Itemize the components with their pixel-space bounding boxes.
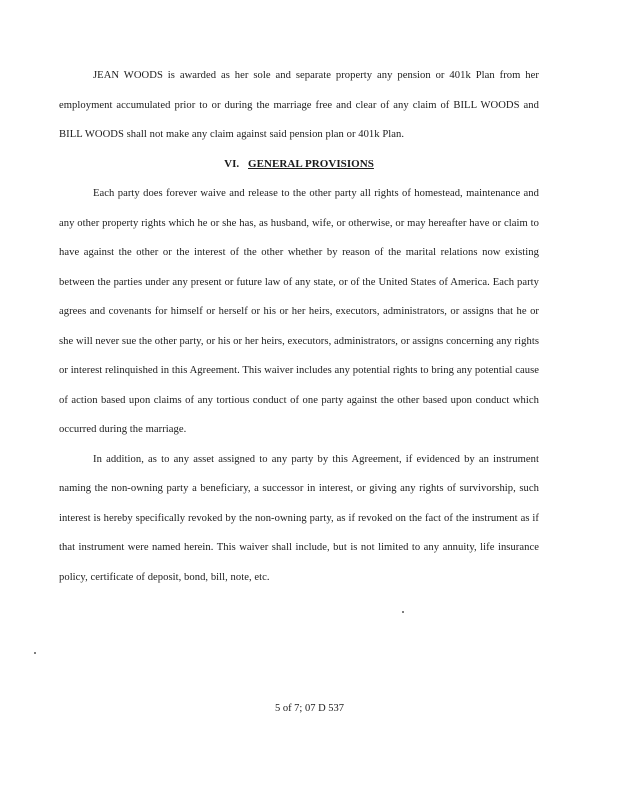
scan-speck	[402, 611, 404, 613]
waiver-paragraph: Each party does forever waive and release to the other party all rights of homestead, maintenance and any other property rights which he or she has, as husband, wife, or otherwise, or may hereafter have or claim to have against the other or the interest of the other whether by reason of the marital relations now existing between the parties under any present or future law of any state, or of the United States of America. Each party agrees and covenants for himself or herself or his or her heirs, executors, administrators, or assigns that he or she will never sue the other party, or his or her heirs, executors, administrators, or assigns concerning any rights or interest relinquished in this Agreement. This waiver includes any potential rights to bring any potential cause of action based upon claims of any tortious conduct of one party against the other based upon conduct which occurred during the marriage.	[59, 188, 539, 435]
section-number: VI.	[224, 157, 240, 170]
pension-award-paragraph: JEAN WOODS is awarded as her sole and separate property any pension or 401k Plan from her employment accumulated prior to or during the marriage free and clear of any claim of BILL WOODS and BILL WOODS shall not make any claim against said pension plan or 401k Plan.	[59, 70, 539, 140]
revocation-paragraph: In addition, as to any asset assigned to any party by this Agreement, if evidenced by an instrument naming the non-owning party a beneficiary, a successor in interest, or giving any rights of survivorship, such interest is hereby specifically revoked by the non-owning party, as if revoked on the fact of the instrument as if that instrument were named herein. This waiver shall include, but is not limited to any annuity, life insurance policy, certificate of deposit, bond, bill, note, etc.	[59, 453, 539, 583]
section-heading	[59, 150, 539, 180]
section-title: GENERAL PROVISIONS	[248, 157, 374, 170]
page-footer: 5 of 7; 07 D 537	[274, 703, 345, 714]
document-body	[59, 61, 539, 592]
scan-speck	[34, 652, 36, 654]
